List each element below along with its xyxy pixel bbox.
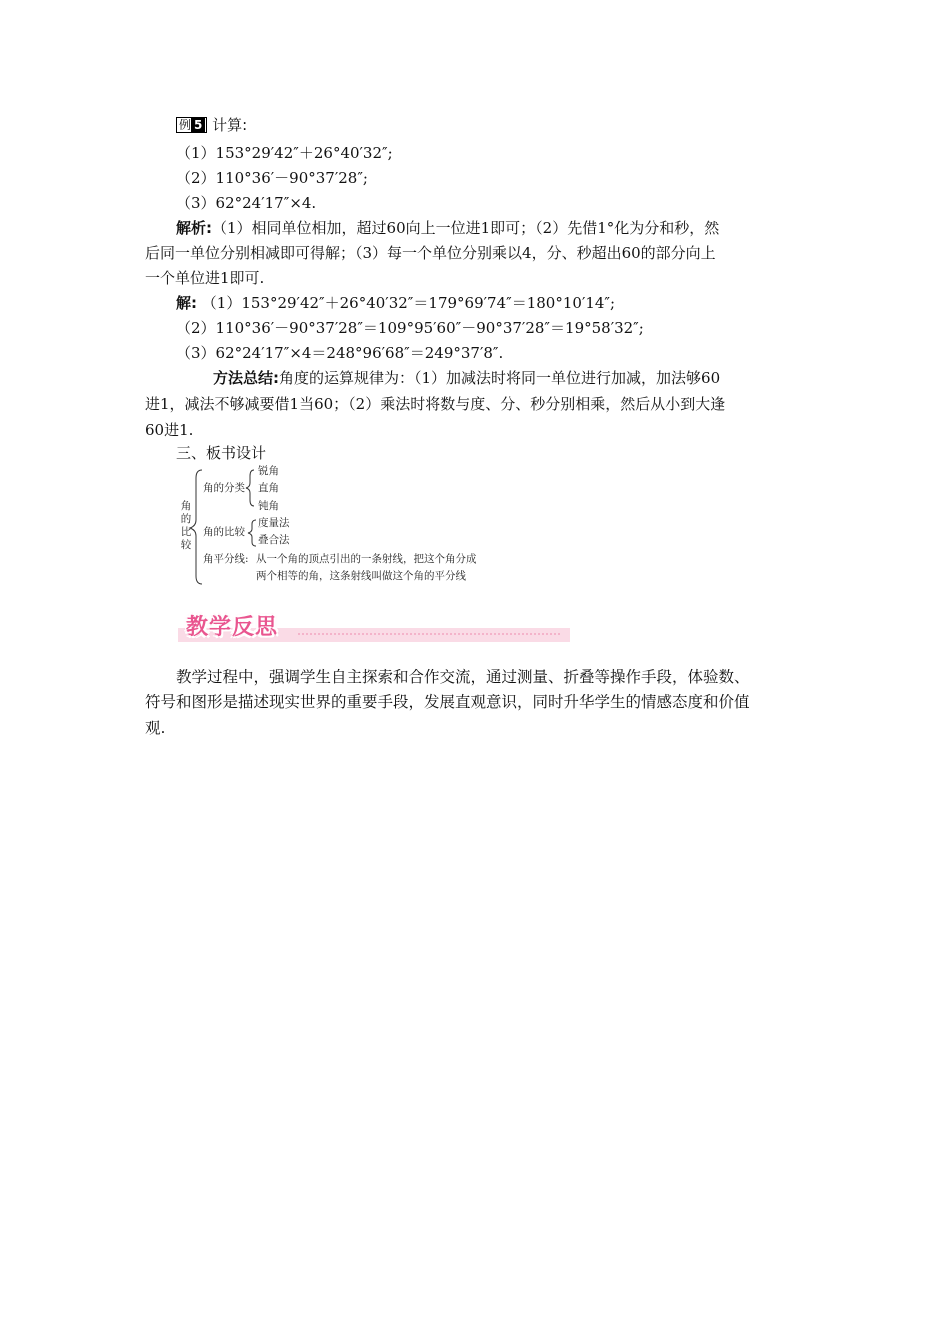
board-design-heading: 三、板书设计 xyxy=(176,444,267,462)
reflection-line-3: 观. xyxy=(145,719,166,737)
solution-line-2: （2）110°36′－90°37′28″＝109°95′60″－90°37′28″＝19°58′32″; xyxy=(176,319,644,337)
branch-classification: 角的分类 xyxy=(203,482,245,494)
class-item-obtuse: 钝角 xyxy=(258,500,279,512)
comp-item-overlap: 叠合法 xyxy=(258,534,290,546)
example-header xyxy=(176,115,247,135)
analysis-line-3: 一个单位进1即可. xyxy=(145,269,265,287)
problem-3: （3）62°24′17″×4. xyxy=(176,194,317,212)
solution-line-1: 解: （1）153°29′42″＋26°40′32″＝179°69′74″＝180°10′14″; xyxy=(176,294,616,312)
banner-title: 教学反思 xyxy=(186,615,279,640)
diagram-root: 角的比较 xyxy=(180,500,192,551)
class-item-right: 直角 xyxy=(258,482,279,494)
reflection-line-1: 教学过程中，强调学生自主探索和合作交流，通过测量、折叠等操作手段，体验数、 xyxy=(176,668,750,686)
solution-label: 解: xyxy=(176,294,197,312)
problem-1: （1）153°29′42″＋26°40′32″; xyxy=(176,144,393,162)
example-badge: 例 5 xyxy=(176,117,207,133)
method-line-2: 进1，减法不够减要借1当60；（2）乘法时将数与度、分、秒分别相乘，然后从小到大逢 xyxy=(145,395,726,413)
analysis-line-2: 后同一单位分别相减即可得解；（3）每一个单位分别乘以4，分、秒超出60的部分向上 xyxy=(145,244,716,262)
solution-line-3: （3）62°24′17″×4＝248°96′68″＝249°37′8″. xyxy=(176,344,504,362)
method-line-1: 方法总结:角度的运算规律为：（1）加减法时将同一单位进行加减，加法够60 xyxy=(213,369,721,387)
analysis-line-1: 解析:（1）相同单位相加，超过60向上一位进1即可；（2）先借1°化为分和秒，然 xyxy=(176,219,720,237)
reflection-line-2: 符号和图形是描述现实世界的重要手段，发展直观意识，同时升华学生的情感态度和价值 xyxy=(145,693,750,711)
example-title: 计算: xyxy=(212,116,248,134)
reflection-banner xyxy=(178,611,570,645)
analysis-label: 解析: xyxy=(176,219,212,237)
problem-2: （2）110°36′－90°37′28″; xyxy=(176,169,368,187)
comp-item-measure: 度量法 xyxy=(258,517,290,529)
branch-comparison: 角的比较 xyxy=(203,526,245,538)
branch-bisector: 角平分线: xyxy=(203,553,249,565)
method-line-3: 60进1. xyxy=(145,421,194,439)
board-design-diagram xyxy=(178,462,518,590)
method-label: 方法总结: xyxy=(213,369,279,387)
bisector-text-1: 从一个角的顶点引出的一条射线，把这个角分成 xyxy=(256,553,477,565)
bisector-text-2: 两个相等的角，这条射线叫做这个角的平分线 xyxy=(256,570,466,582)
banner-dots xyxy=(298,633,560,635)
class-item-acute: 锐角 xyxy=(258,465,279,477)
